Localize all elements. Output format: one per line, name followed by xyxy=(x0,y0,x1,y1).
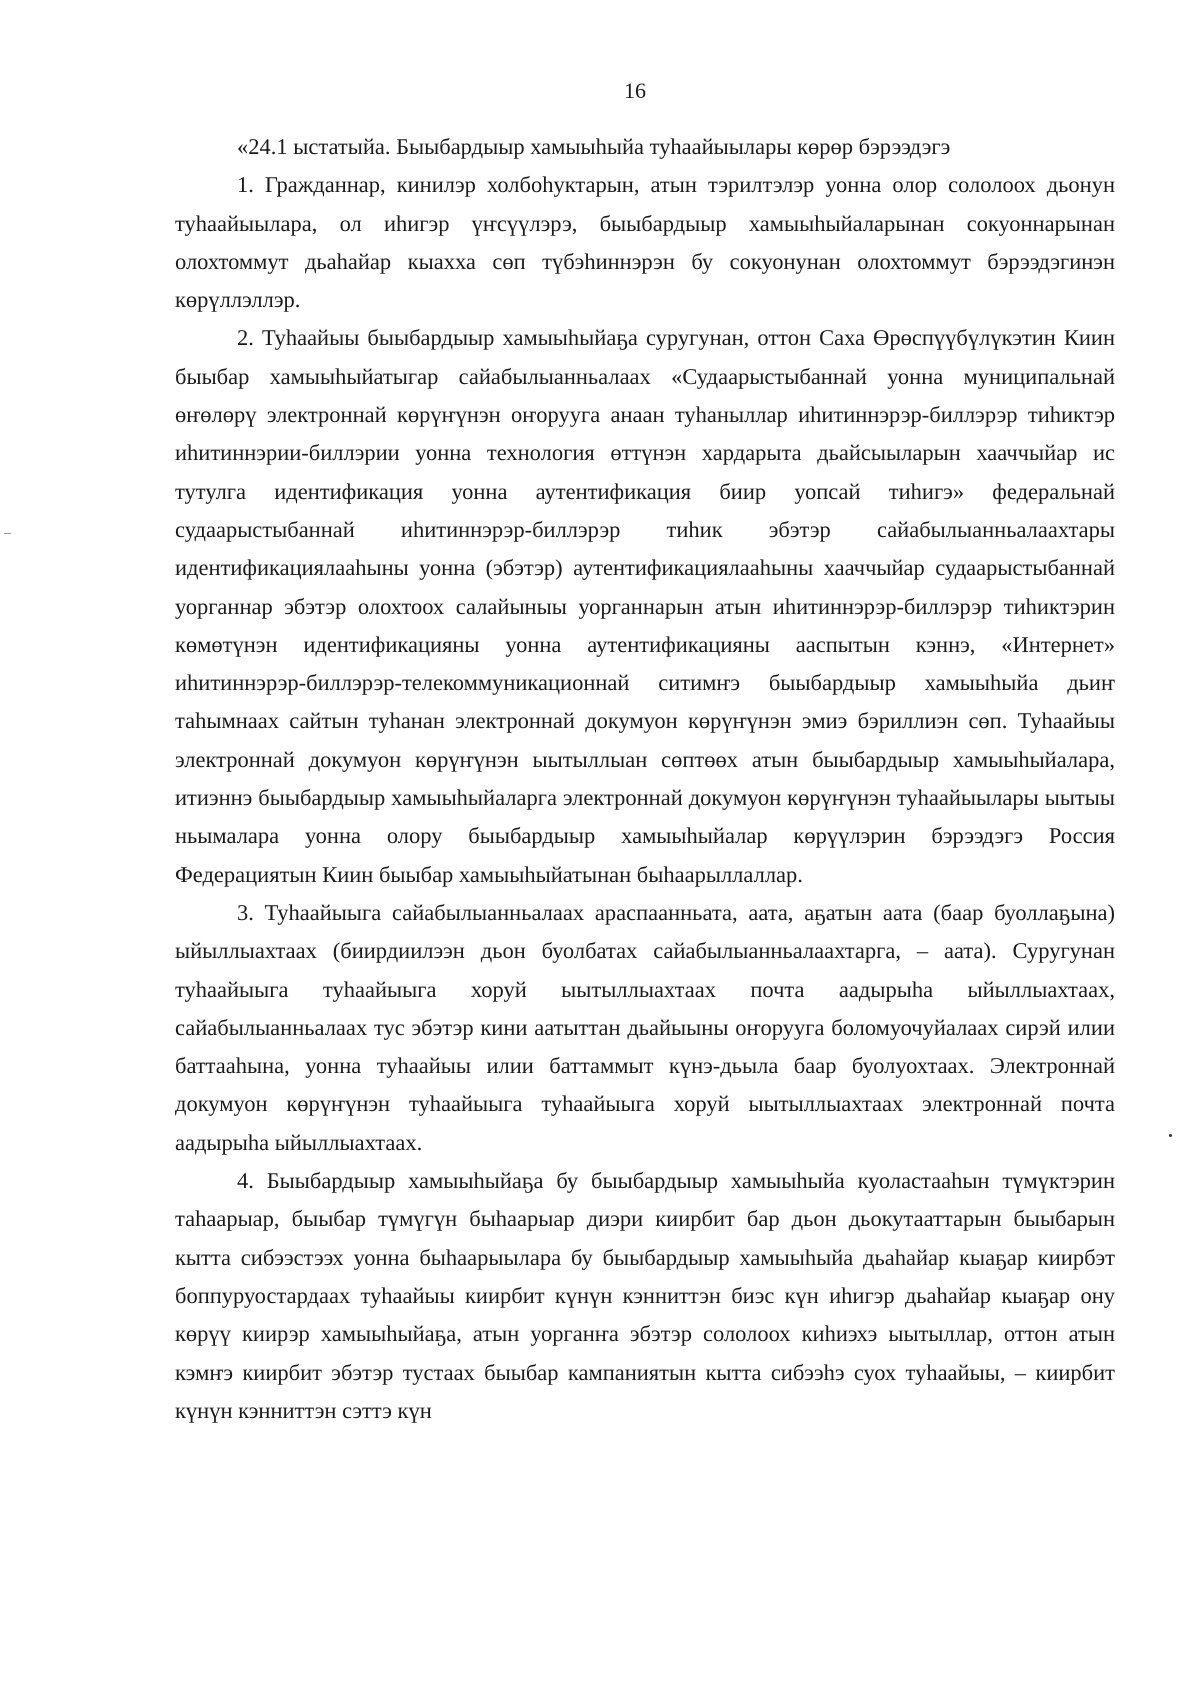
paragraph-3: 3. Туһаайыыга сайабылыанньалаах араспаанньата, аата, аҕатын аата (баар буоллаҕына) ыйыллыахтаах (биирдиилээн дьон буолбатах сайабылыанньалаахтарга, – аата). Суругунан туһаайыыга туһаайыыга хоруй ыытыллыахтаах почта аадырыһа ыйыллыахтаах, сайабылыанньалаах тус эбэтэр кини аатыттан дьайыыны оҥорууга боломуочуйалаах сирэй илии баттааһына, уонна туһаайыы илии баттаммыт күнэ-дьыла баар буолуохтаах. Электроннай докумуон көрүҥүнэн туһаайыыга туһаайыыга хоруй ыытыллыахтаах электроннай почта аадырыһа ыйыллыахтаах. xyxy=(175,899,1115,1155)
page-number: 16 xyxy=(624,78,646,103)
paragraph-1: 1. Гражданнар, кинилэр холбоһуктарын, атын тэрилтэлэр уонна олор сололоох дьонун туһаайыылара, ол иһигэр үҥсүүлэрэ, быыбардыыр хамыыһыйаларынан сокуоннарынан олохтоммут дьаһайар кыахха сөп түбэһиннэрэн бу сокуонунан олохтоммут бэрээдэгинэн көрүллэллэр. xyxy=(175,172,1115,313)
document-body xyxy=(175,128,1115,1430)
margin-mark xyxy=(4,533,11,534)
scan-speck xyxy=(1169,1134,1172,1137)
paragraph-2: 2. Туһаайыы быыбардыыр хамыыһыйаҕа суругунан, оттон Саха Өрөспүүбүлүкэтин Киин быыбар хамыыһыйатыгар сайабылыанньалаах «Судаарыстыбаннай уонна муниципальнай өҥөлөрү электроннай көрүҥүнэн оҥорууга анаан туһаныллар иһитиннэрэр-биллэрэр тиһиктэр иһитиннэрии-биллэрии уонна технология өттүнэн хардарыта дьайсыыларын хааччыйар ис тутулга идентификация уонна аутентификация биир уопсай тиһигэ» федеральнай судаарыстыбаннай иһитиннэрэр-биллэрэр тиһик эбэтэр сайабылыанньалаахтары идентификациялааһыны уонна (эбэтэр) аутентификациялааһыны хааччыйар судаарыстыбаннай уорганнар эбэтэр олохтоох салайыныы уорганнарын атын иһитиннэрэр-биллэрэр тиһиктэрин көмөтүнэн идентификацияны уонна аутентификацияны ааспытын кэннэ, «Интернет» иһитиннэрэр-биллэрэр-телекоммуникационнай ситимҥэ быыбардыыр хамыыһыйа дьиҥ таһымнаах сайтын туһанан электроннай докумуон көрүҥүнэн эмиэ бэриллиэн сөп. Туһаайыы электроннай докумуон көрүҥүнэн ыытыллыан сөптөөх атын быыбардыыр хамыыһыйалара, итиэннэ быыбардыыр хамыыһыйаларга электроннай докумуон көрүҥүнэн туһаайыылары ыытыы ньымалара уонна олору быыбардыыр хамыыһыйалар көрүүлэрин бэрээдэгэ Россия Федерациятын Киин быыбар хамыыһыйатынан быһаарыллаллар. xyxy=(175,325,1115,887)
article-title: «24.1 ыстатыйа. Быыбардыыр хамыыһыйа туһаайыылары көрөр бэрээдэгэ xyxy=(237,134,951,159)
paragraph-4: 4. Быыбардыыр хамыыһыйаҕа бу быыбардыыр хамыыһыйа куоластааһын түмүктэрин таһаарыар, быыбар түмүгүн быһаарыар диэри киирбит бар дьон дьокутааттарын быыбарын кытта сибээстээх уонна быһаарыылара бу быыбардыыр хамыыһыйа дьаһайар кыаҕар киирбэт боппуруостардаах туһаайыы киирбит күнүн кэнниттэн биэс күн иһигэр дьаһайар кыаҕар ону көрүү киирэр хамыыһыйаҕа, атын уорганҥа эбэтэр сололоох киһиэхэ ыытыллар, оттон атын кэмҥэ киирбит эбэтэр тустаах быыбар кампаниятын кытта сибээһэ суох туһаайыы, – киирбит күнүн кэнниттэн сэттэ күн xyxy=(175,1168,1115,1423)
